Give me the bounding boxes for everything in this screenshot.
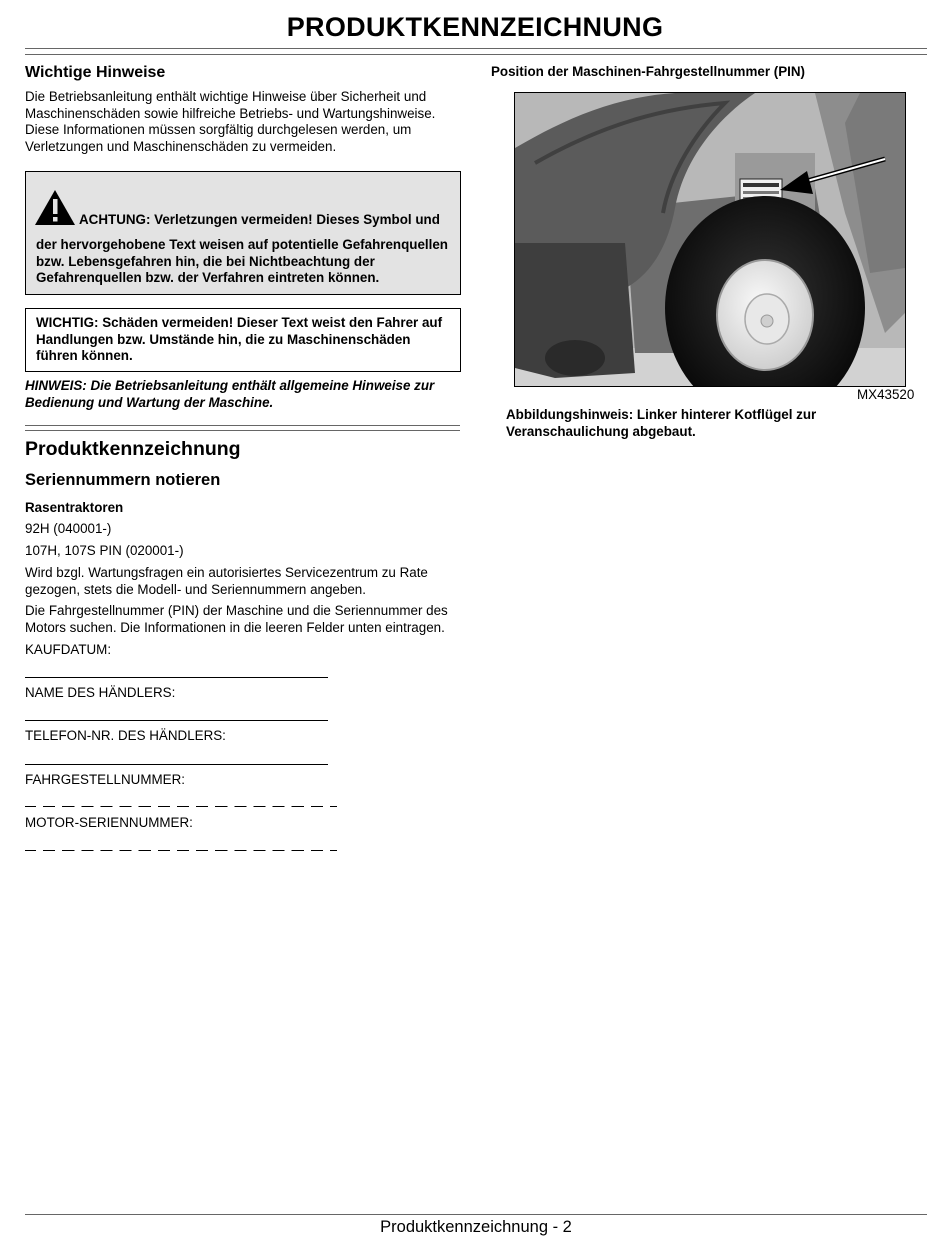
intro-paragraph: Die Betriebsanleitung enthält wichtige Hinweise über Sicherheit und Maschinenschäden sowie hilfreiche Betriebs- und Wartungshinweise. Diese Informationen müssen sorgfältig durchgelesen werden, um Verletzungen und Maschinenschäden zu vermeiden. [25,89,436,154]
caution-heading: ACHTUNG: Verletzungen vermeiden! Dieses Symbol und [79,212,440,227]
subheading-serial-numbers: Seriennummern notieren [25,471,221,489]
service-paragraph: Wird bzgl. Wartungsfragen ein autorisiertes Servicezentrum zu Rate gezogen, stets die Modell- und Seriennummern angeben. [25,565,428,597]
tractor-pin-location-image [514,92,906,387]
pin-paragraph: Die Fahrgestellnummer (PIN) der Maschine und die Seriennummer des Motors suchen. Die Informationen in die leeren Felder unten eintragen. [25,603,448,635]
important-box [25,308,461,372]
caution-text: der hervorgehobene Text weisen auf potentielle Gefahrenquellen bzw. Lebensgefahren hin, die bei Nichtbeachtung der Gefahrenquellen bzw. der Verfahren eintreten können. [36,237,448,286]
page-title: PRODUKTKENNZEICHNUNG [286,12,664,42]
model-line-1: 92H (040001-) [25,521,112,536]
dealer-name-label: NAME DES HÄNDLERS: [25,685,176,700]
section-heading-product-id: Produktkennzeichnung [25,438,241,460]
dealer-phone-line [25,764,328,765]
footer-rule [25,1214,927,1215]
figure-heading: Position der Maschinen-Fahrgestellnummer (PIN) [491,64,805,79]
section-heading-important-notes: Wichtige Hinweise [25,64,166,81]
section-rule-top [25,425,460,426]
section-rule-bottom [25,430,460,431]
engine-serial-dash-line [25,850,337,851]
header-rule-bottom [25,54,927,55]
purchase-date-line [25,677,328,678]
vin-dash-line [25,806,337,807]
tractor-illustration [515,93,905,386]
purchase-date-label: KAUFDATUM: [25,642,112,657]
dealer-phone-label: TELEFON-NR. DES HÄNDLERS: [25,728,226,743]
vin-label: FAHRGESTELLNUMMER: [25,772,185,787]
important-text: WICHTIG: Schäden vermeiden! Dieser Text weist den Fahrer auf Handlungen bzw. Umstände hin, die zu Maschinenschäden führen können. [36,315,443,364]
note-text: HINWEIS: Die Betriebsanleitung enthält allgemeine Hinweise zur Bedienung und Wartung der Maschine. [25,378,435,410]
engine-serial-label: MOTOR-SERIENNUMMER: [25,815,193,830]
warning-triangle-icon [34,189,76,226]
model-line-2: 107H, 107S PIN (020001-) [25,543,184,558]
dealer-name-line [25,720,328,721]
page-footer: Produktkennzeichnung - 2 [380,1218,572,1236]
header-rule-top [25,48,927,49]
caution-box [25,171,461,295]
product-heading: Rasentraktoren [25,500,124,515]
figure-id: MX43520 [857,387,915,402]
figure-caption: Abbildungshinweis: Linker hinterer Kotflügel zur Veranschaulichung abgebaut. [506,407,817,439]
